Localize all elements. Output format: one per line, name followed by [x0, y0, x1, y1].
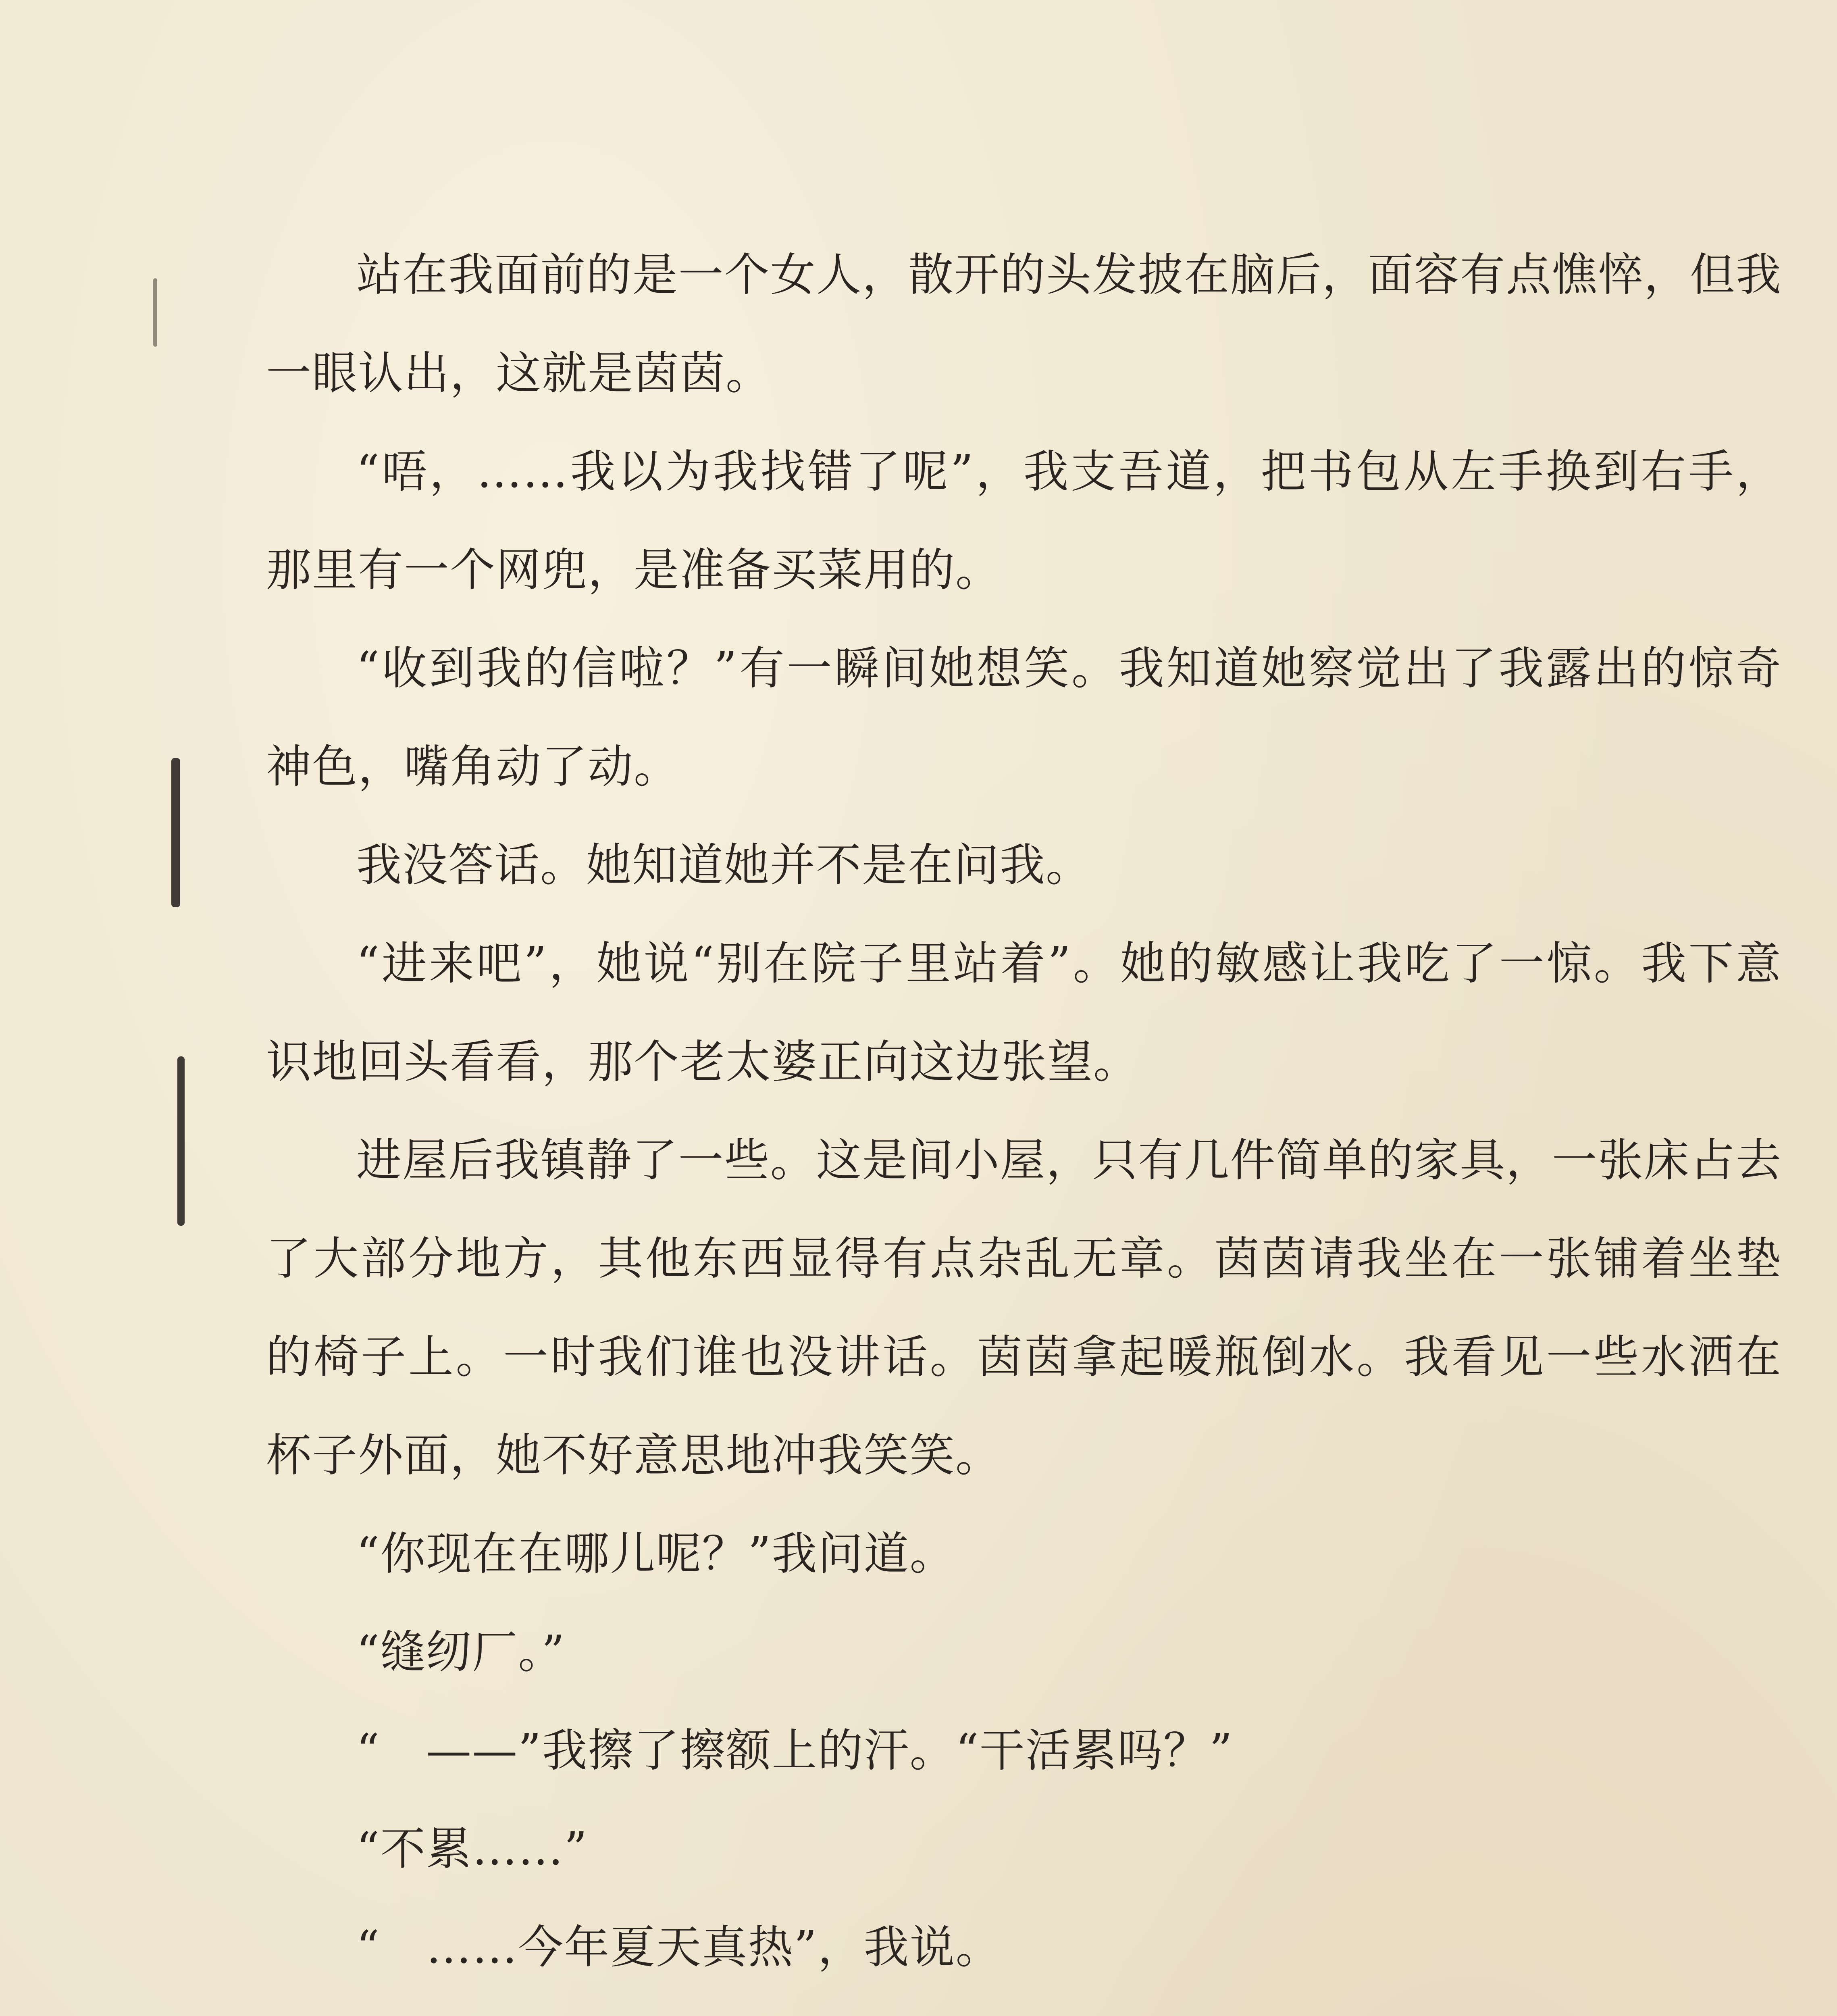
paragraph [266, 1997, 1782, 2016]
paragraph: 进屋后我镇静了一些。这是间小屋，只有几件简单的家具，一张床占去了大部分地方，其他东西显得有点杂乱无章。茵茵请我坐在一张铺着坐垫的椅子上。一时我们谁也没讲话。茵茵拿起暖瓶倒水。我看见一些水洒在杯子外面，她不好意思地冲我笑笑。 [266, 1134, 1782, 1482]
binding-mark-middle [171, 758, 180, 907]
paragraph: “缝纫厂。” [356, 1626, 566, 1679]
binding-mark-top [153, 278, 157, 347]
paragraph: 我没答话。她知道她并不是在问我。 [356, 839, 1092, 891]
paragraph: “不累……” [356, 1823, 588, 1875]
paragraph: “收到我的信啦？”有一瞬间她想笑。我知道她察觉出了我露出的惊奇神色，嘴角动了动。 [266, 642, 1782, 793]
body-text [266, 226, 1782, 2016]
paragraph: “唔，……我以为我找错了呢”，我支吾道，把书包从左手换到右手，那里有一个网兜，是准备买菜用的。 [266, 446, 1782, 596]
paragraph: “你现在在哪儿呢？”我问道。 [356, 1528, 956, 1580]
binding-mark-lower [177, 1056, 185, 1226]
paragraph: 站在我面前的是一个女人，散开的头发披在脑后，面容有点憔悴，但我一眼认出，这就是茵茵。 [266, 249, 1782, 400]
paragraph: “进来吧”，她说“别在院子里站着”。她的敏感让我吃了一惊。我下意识地回头看看，那个老太婆正向这边张望。 [266, 937, 1782, 1088]
paragraph: “ ……今年夏天真热”，我说。 [356, 1921, 1002, 1974]
paragraph: “ ——”我擦了擦额上的汗。“干活累吗？” [356, 1724, 1234, 1777]
